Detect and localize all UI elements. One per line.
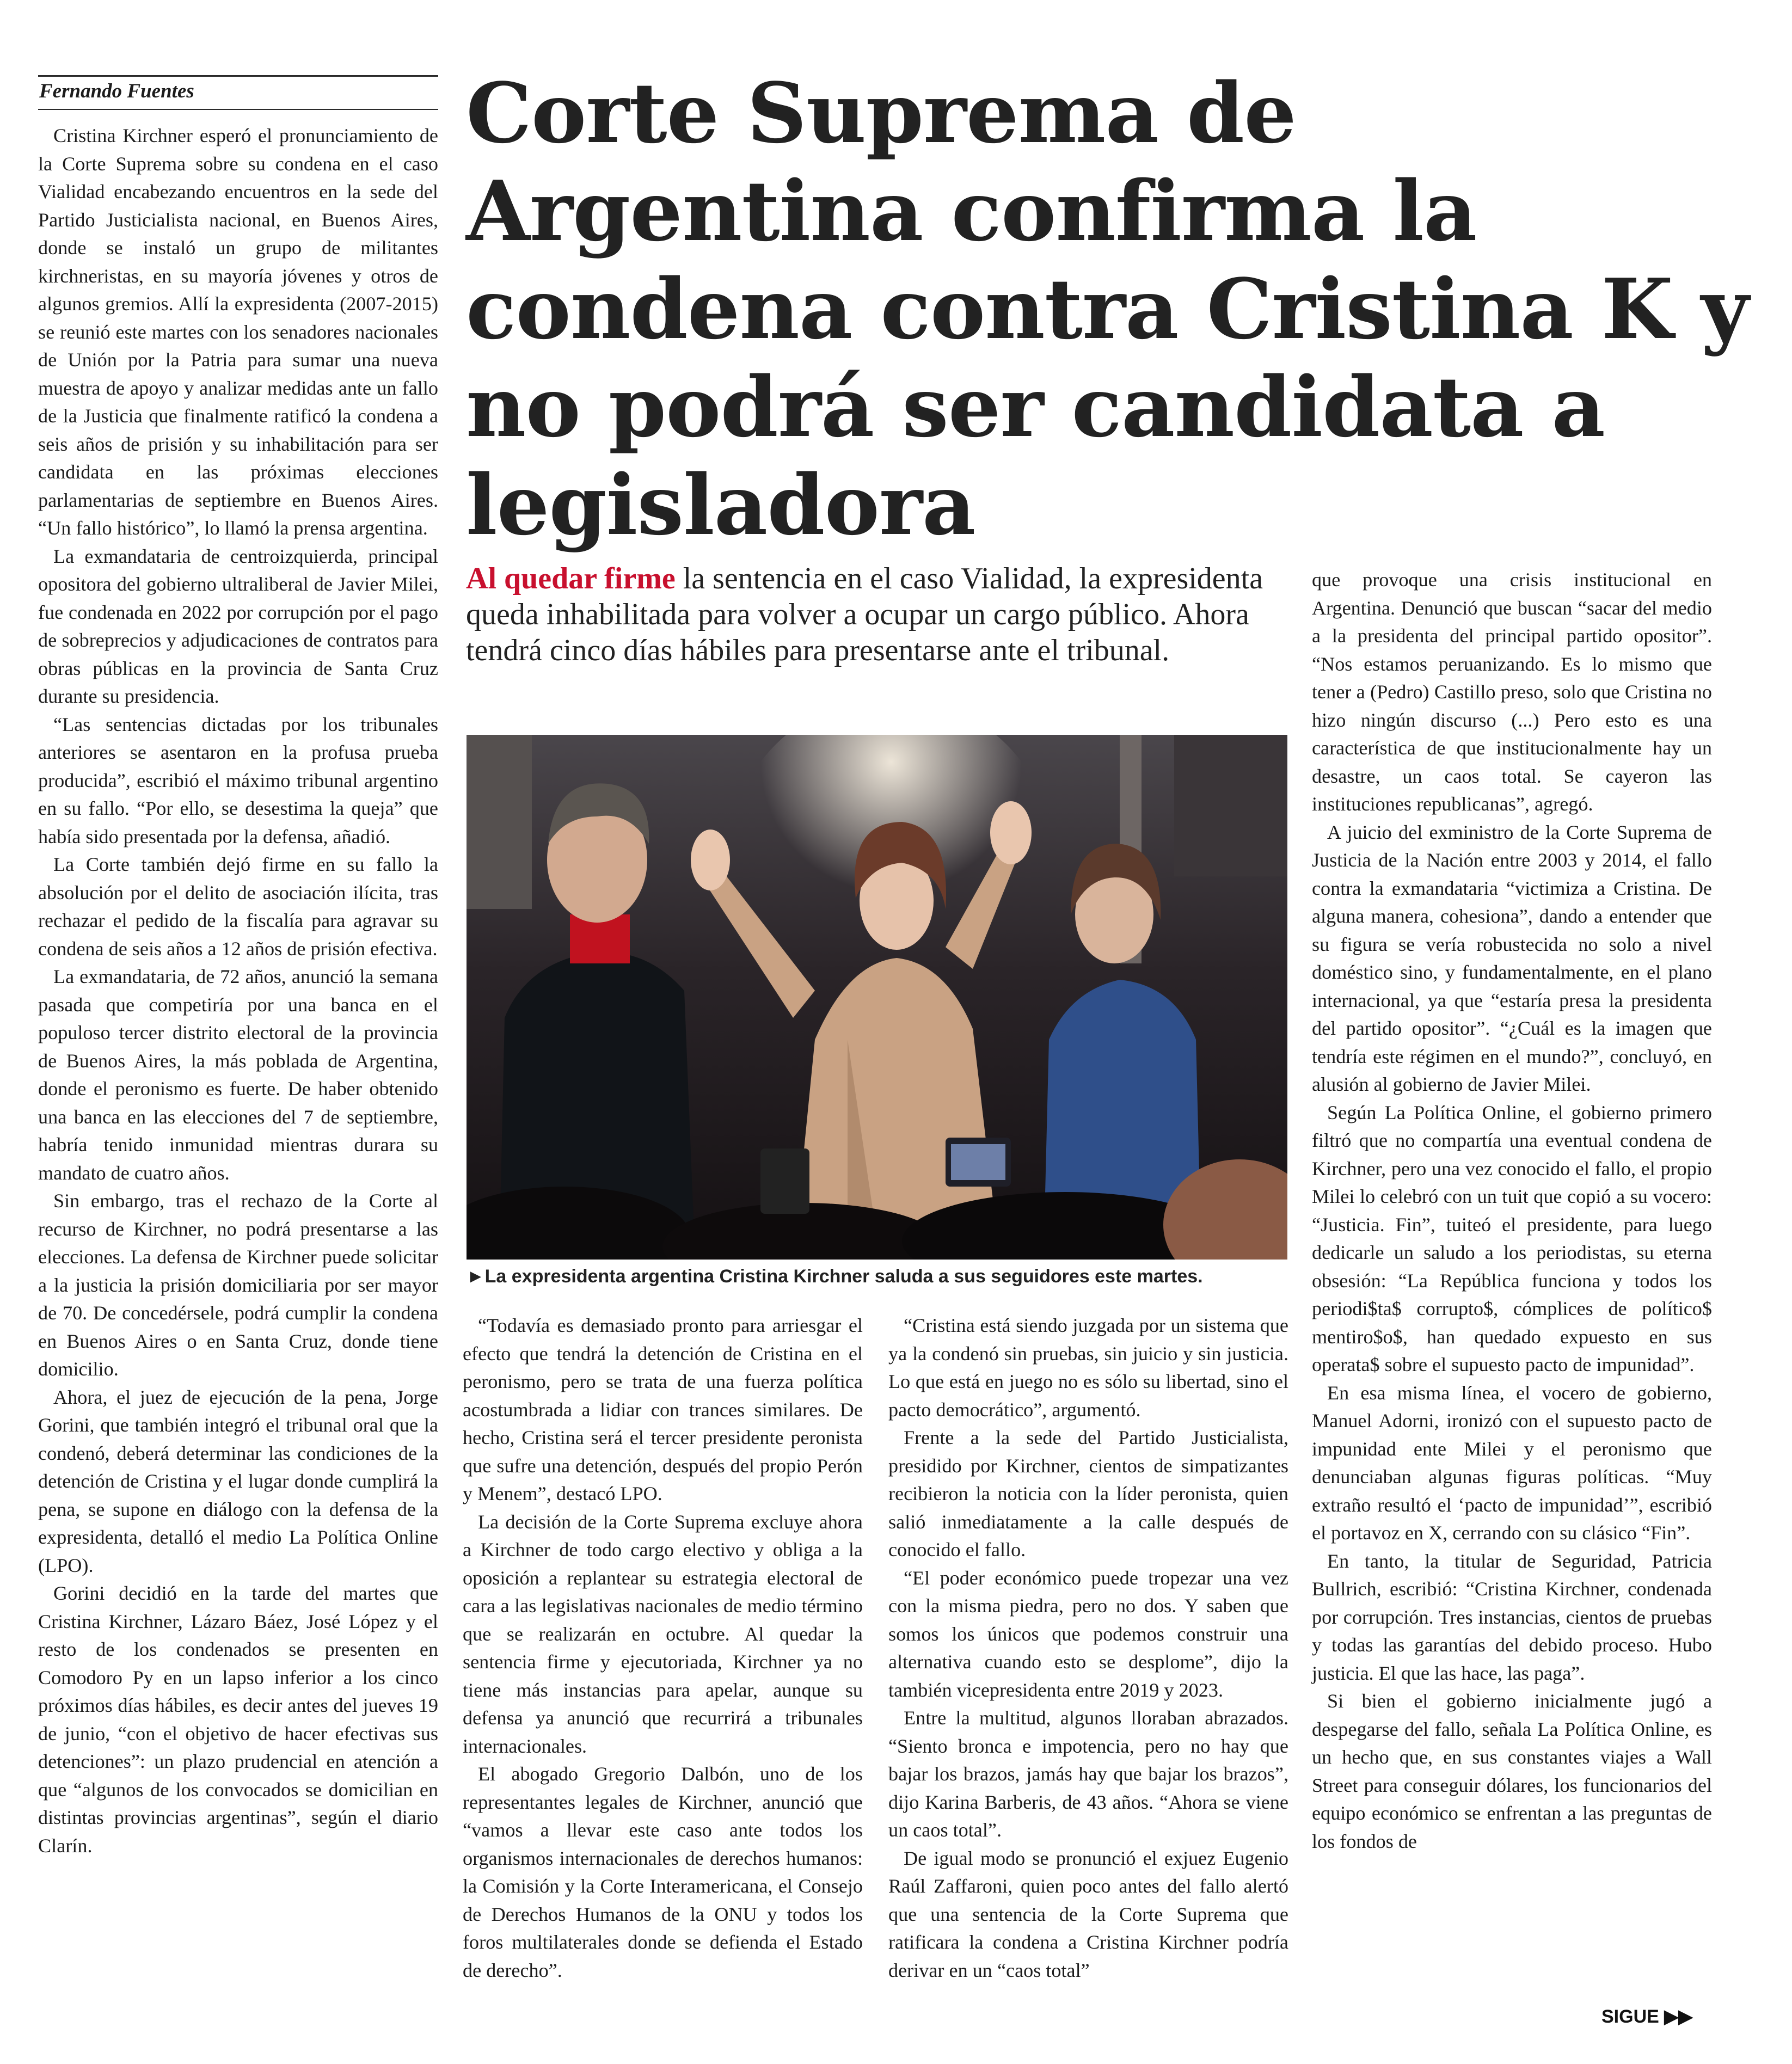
paragraph: La exmandataria de centroizquierda, principal opositora del gobierno ultraliberal de Javier Milei, fue condenada en 2022 por corrupción por el pago de sobreprecios y adjudicaciones de contratos para obras públicas en la provincia de Santa Cruz durante su presidencia.	[38, 545, 438, 707]
photo-caption: ►La expresidenta argentina Cristina Kirchner saluda a sus seguidores este martes.	[467, 1266, 1203, 1287]
continue-label: SIGUE ▶▶	[1601, 2006, 1693, 2027]
paragraph: La decisión de la Corte Suprema excluye ahora a Kirchner de todo cargo electivo y obliga a la oposición a replantear su estrategia electoral de cara a las legislativas nacionales de medio término que se realizarán en octubre. Al quedar la sentencia firme y ejecutoriada, Kirchner ya no tiene más instancias para apelar, aunque su defensa ya anunció que recurrirá a tribunales internacionales.	[463, 1510, 863, 1757]
paragraph: Entre la multitud, algunos lloraban abrazados. “Siento bronca e impotencia, pero no hay que bajar los brazos, jamás hay que bajar los brazos”, dijo Karina Barberis, de 43 años. “Ahora se viene un caos total”.	[888, 1707, 1288, 1841]
paragraph: Cristina Kirchner esperó el pronunciamiento de la Corte Suprema sobre su condena en el caso Vialidad encabezando encuentros en la sede del Partido Justicialista nacional, en Buenos Aires, donde se instaló un grupo de militantes kirchneristas, en su mayoría jóvenes y otros de algunos gremios. Allí la expresidenta (2007-2015) se reunió este martes con los senadores nacionales de Unión por la Patria para sumar una nueva muestra de apoyo y analizar medidas ante un fallo de la Justicia que finalmente ratificó la condena a seis años de prisión y su inhabilitación para ser candidata en las próximas elecciones parlamentarias de septiembre en Buenos Aires. “Un fallo histórico”, lo llamó la prensa argentina.	[38, 125, 438, 539]
article-column-4	[1312, 566, 1712, 1856]
paragraph: “Todavía es demasiado pronto para arriesgar el efecto que tendrá la detención de Cristina en el peronismo, pero se trata de una fuerza política acostumbrada a lidiar con trances similares. De hecho, Cristina será el tercer presidente peronista que sufre una detención, después del propio Perón y Menem”, destacó LPO.	[463, 1314, 863, 1504]
paragraph: “El poder económico puede tropezar una vez con la misma piedra, pero no dos. Y saben que somos los únicos que podemos construir una alternativa cuando esto se desplome”, dijo la también vicepresidenta entre 2019 y 2023.	[888, 1567, 1288, 1701]
paragraph: A juicio del exministro de la Corte Suprema de Justicia de la Nación entre 2003 y 2014, el fallo contra la exmandataria “victimiza a Cristina. De alguna manera, cohesiona”, dando a entender que su figura se vería robustecida no solo a nivel doméstico sino, y fundamentalmente, en el plano internacional, ya que “estaría presa la presidenta del partido opositor”. “¿Cuál es la imagen que tendría este régimen en el mundo?”, concluyó, en alusión al gobierno de Javier Milei.	[1312, 821, 1712, 1095]
paragraph: Ahora, el juez de ejecución de la pena, Jorge Gorini, que también integró el tribunal oral que la condenó, deberá determinar las condiciones de la detención de Cristina y el lugar donde cumplirá la pena, se supone en diálogo con la defensa de la expresidenta, detalló el medio La Política Online (LPO).	[38, 1386, 438, 1576]
paragraph: Gorini decidió en la tarde del martes que Cristina Kirchner, Lázaro Báez, José López y el resto de los condenados se presenten en Comodoro Py en un lapso inferior a los cinco próximos días hábiles, es decir antes del jueves 19 de junio, “con el objetivo de hacer efectivas sus detenciones”: un plazo prudencial en atención a que “algunos de los convocados se domicilian en distintas provincias argentinas”, según el diario Clarín.	[38, 1582, 438, 1857]
paragraph: En tanto, la titular de Seguridad, Patricia Bullrich, escribió: “Cristina Kirchner, condenada por corrupción. Tres instancias, cientos de pruebas y todas las garantías del debido proceso. Hubo justicia. El que las hace, las paga”.	[1312, 1550, 1712, 1684]
paragraph: La Corte también dejó firme en su fallo la absolución por el delito de asociación ilícita, tras rechazar el pedido de la fiscalía para agravar su condena de seis años a 12 años de prisión efectiva.	[38, 853, 438, 960]
paragraph: En esa misma línea, el vocero de gobierno, Manuel Adorni, ironizó con el supuesto pacto de impunidad ente Milei y el peronismo que denunciaban algunas figuras políticas. “Muy extraño resultó el ‘pacto de impunidad’”, escribió el portavoz en X, cerrando con su clásico “Fin”.	[1312, 1381, 1712, 1544]
paragraph: “Las sentencias dictadas por los tribunales anteriores se asentaron en la profusa prueba producida”, escribió el máximo tribunal argentino en su fallo. “Por ello, se desestima la queja” que había sido presentada por la defensa, añadió.	[38, 713, 438, 847]
paragraph: Según La Política Online, el gobierno primero filtró que no compartía una eventual condena de Kirchner, pero una vez conocido el fallo, el propio Milei lo celebró con un tuit que copió a su vocero: “Justicia. Fin”, tuiteó el presidente, para luego dedicarle un saludo a los periodistas, su eterna obsesión: “La República funciona y todos los periodi$ta$ corrupto$, cómplices de político$ mentiro$o$, han quedado expuesto en sus operata$ sobre el supuesto pacto de impunidad”.	[1312, 1101, 1712, 1375]
deck-kicker: Al quedar firme	[466, 562, 676, 595]
article-column-2	[463, 1312, 863, 1985]
byline: Fernando Fuentes	[39, 80, 194, 102]
paragraph: La exmandataria, de 72 años, anunció la semana pasada que competiría por una banca en el populoso tercer distrito electoral de la provincia de Buenos Aires, la más poblada de Argentina, donde el peronismo es fuerte. De haber obtenido una banca en las elecciones del 7 de septiembre, habría tenido inmunidad mientras durara su mandato de cuatro años.	[38, 966, 438, 1184]
paragraph: Frente a la sede del Partido Justicialista, presidido por Kirchner, cientos de simpatizantes recibieron la noticia con la líder peronista, quien salió inmediatamente a la calle después de conocido el fallo.	[888, 1427, 1288, 1561]
paragraph: Si bien el gobierno inicialmente jugó a despegarse del fallo, señala La Política Online, es un hecho que, en sus constantes viajes a Wall Street para conseguir dólares, los funcionarios del equipo económico se enfrentan a las preguntas de los fondos de	[1312, 1690, 1712, 1852]
paragraph: que provoque una crisis institucional en Argentina. Denunció que buscan “sacar del medio a la presidenta del principal partido opositor”. “Nos estamos peruanizando. Es lo mismo que tener a (Pedro) Castillo preso, solo que Cristina no hizo ningún discurso (...) Pero esto es una característica de que institucionalmente hay un desastre, un caos total. Se cayeron las instituciones republicanas”, agregó.	[1312, 569, 1712, 815]
deck	[466, 561, 1288, 668]
byline-rule-bottom	[38, 109, 438, 110]
article-column-1	[38, 122, 438, 1860]
paragraph: Sin embargo, tras el rechazo de la Corte al recurso de Kirchner, no podrá presentarse a las elecciones. La defensa de Kirchner puede solicitar a la justicia la prisión domiciliaria por ser mayor de 70. De concedérsele, podrá cumplir la condena en Buenos Aires o en Santa Cruz, donde tiene domicilio.	[38, 1190, 438, 1380]
headline: Corte Suprema de Argentina confirma la condena contra Cristina K y no podrá ser candidata a legisladora	[466, 64, 1749, 554]
paragraph: “Cristina está siendo juzgada por un sistema que ya la condenó sin pruebas, sin juicio y sin justicia. Lo que está en juego no es sólo su libertad, sino el pacto democrático”, argumentó.	[888, 1314, 1288, 1421]
paragraph: El abogado Gregorio Dalbón, uno de los representantes legales de Kirchner, anunció que “vamos a llevar este caso ante todos los organismos internacionales de derechos humanos: la Comisión y la Corte Interamericana, el Consejo de Derechos Humanos de la ONU y todos los foros multilaterales donde se defienda el Estado de derecho”.	[463, 1763, 863, 1981]
paragraph: De igual modo se pronunció el exjuez Eugenio Raúl Zaffaroni, quien poco antes del fallo alertó que una sentencia de la Corte Suprema que ratificara la condena a Cristina Kirchner podría derivar en un “caos total”	[888, 1847, 1288, 1981]
article-column-3	[888, 1312, 1288, 1985]
news-photo	[467, 735, 1287, 1260]
deck-text: la sentencia en el caso Vialidad, la expresidenta queda inhabilitada para volver a ocupar un cargo público. Ahora tendrá cinco días hábiles para presentarse ante el tribunal.	[466, 562, 1263, 667]
